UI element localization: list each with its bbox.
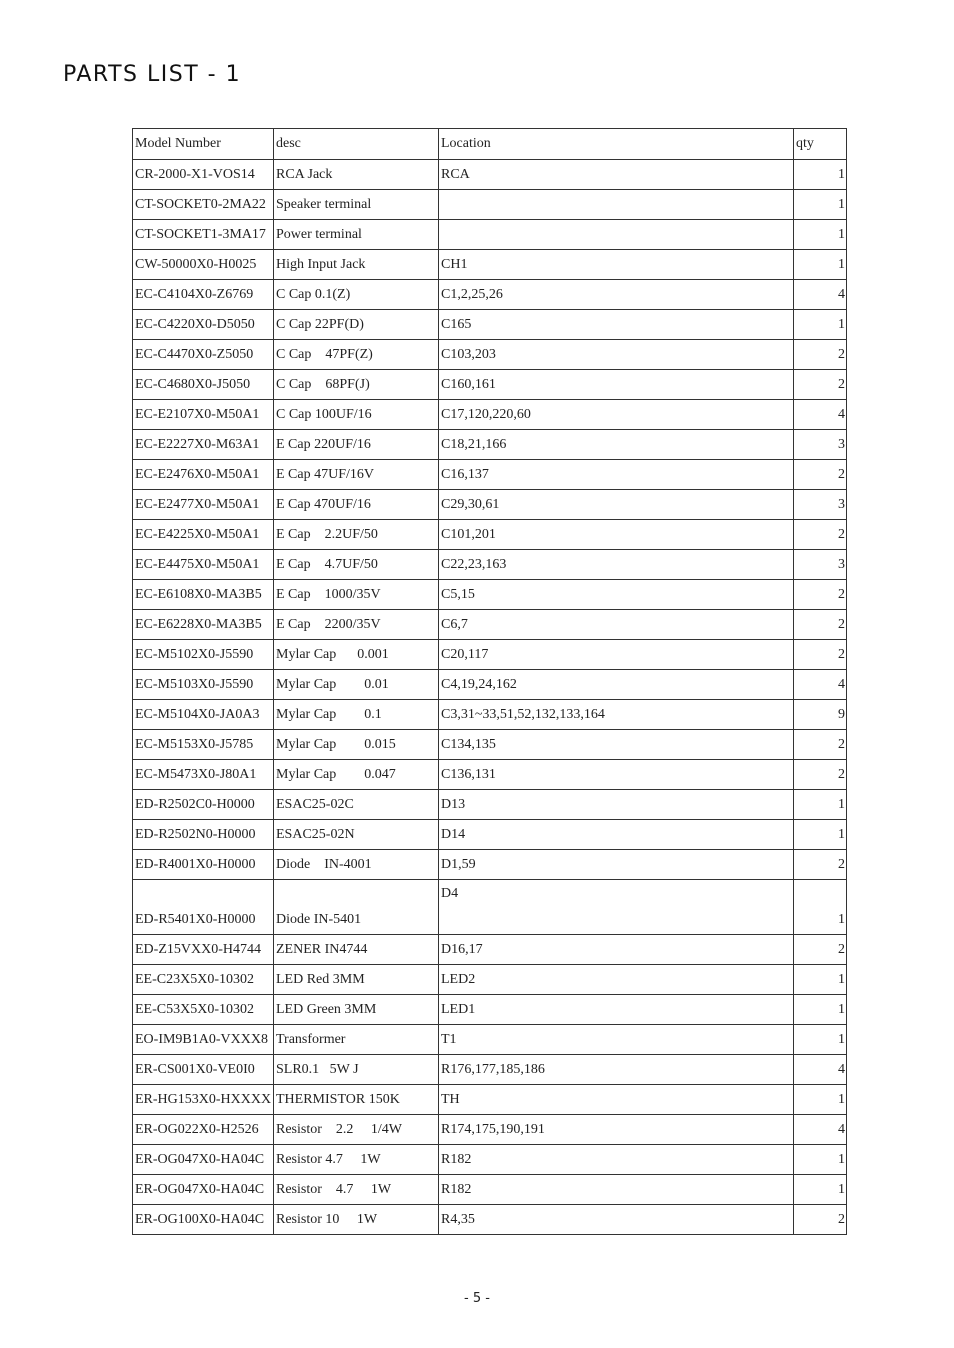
cell-location: R4,35 (439, 1205, 794, 1235)
cell-location: R174,175,190,191 (439, 1115, 794, 1145)
table-row (133, 1175, 847, 1205)
cell-desc: LED Green 3MM (274, 995, 439, 1025)
table-row (133, 730, 847, 760)
table-row (133, 850, 847, 880)
cell-qty: 1 (794, 190, 847, 220)
cell-qty: 1 (794, 1025, 847, 1055)
cell-desc: RCA Jack (274, 160, 439, 190)
cell-model: ER-OG022X0-H2526 (133, 1115, 274, 1145)
cell-location: C103,203 (439, 340, 794, 370)
table-row (133, 880, 847, 935)
cell-desc: E Cap 4.7UF/50 (274, 550, 439, 580)
cell-qty: 1 (794, 790, 847, 820)
cell-qty: 4 (794, 280, 847, 310)
cell-desc: Power terminal (274, 220, 439, 250)
cell-location: C29,30,61 (439, 490, 794, 520)
cell-location: C134,135 (439, 730, 794, 760)
cell-desc: Resistor 2.2 1/4W (274, 1115, 439, 1145)
cell-desc: ZENER IN4744 (274, 935, 439, 965)
cell-model: EC-M5103X0-J5590 (133, 670, 274, 700)
cell-location: C6,7 (439, 610, 794, 640)
cell-model: ER-OG047X0-HA04C (133, 1175, 274, 1205)
table-row (133, 580, 847, 610)
cell-qty: 2 (794, 340, 847, 370)
cell-location: D1,59 (439, 850, 794, 880)
table-row (133, 965, 847, 995)
cell-qty: 1 (794, 160, 847, 190)
cell-model: EC-E2477X0-M50A1 (133, 490, 274, 520)
cell-qty: 9 (794, 700, 847, 730)
table-row (133, 670, 847, 700)
cell-desc: Speaker terminal (274, 190, 439, 220)
cell-desc: Mylar Cap 0.001 (274, 640, 439, 670)
cell-model: EC-E4475X0-M50A1 (133, 550, 274, 580)
cell-desc: C Cap 47PF(Z) (274, 340, 439, 370)
cell-desc: LED Red 3MM (274, 965, 439, 995)
cell-qty: 2 (794, 520, 847, 550)
cell-qty: 4 (794, 670, 847, 700)
table-row (133, 430, 847, 460)
cell-desc: C Cap 68PF(J) (274, 370, 439, 400)
cell-location (439, 220, 794, 250)
table-row (133, 490, 847, 520)
cell-model: ED-R2502N0-H0000 (133, 820, 274, 850)
cell-qty: 4 (794, 1055, 847, 1085)
parts-table (132, 128, 847, 1235)
cell-model: EE-C23X5X0-10302 (133, 965, 274, 995)
cell-location: T1 (439, 1025, 794, 1055)
cell-qty: 2 (794, 640, 847, 670)
table-header-row (133, 129, 847, 160)
cell-model: CW-50000X0-H0025 (133, 250, 274, 280)
cell-location: C1,2,25,26 (439, 280, 794, 310)
cell-model: EC-E6228X0-MA3B5 (133, 610, 274, 640)
table-row (133, 220, 847, 250)
table-row (133, 250, 847, 280)
cell-model: EC-C4104X0-Z6769 (133, 280, 274, 310)
cell-qty: 1 (794, 1085, 847, 1115)
table-row (133, 1085, 847, 1115)
cell-location (439, 190, 794, 220)
cell-location: D14 (439, 820, 794, 850)
cell-desc: Diode IN-4001 (274, 850, 439, 880)
cell-model: ER-OG100X0-HA04C (133, 1205, 274, 1235)
cell-qty: 1 (794, 310, 847, 340)
cell-location: D4 (439, 880, 794, 935)
cell-model: ER-OG047X0-HA04C (133, 1145, 274, 1175)
cell-model: ED-Z15VXX0-H4744 (133, 935, 274, 965)
cell-model: EC-C4470X0-Z5050 (133, 340, 274, 370)
cell-location: TH (439, 1085, 794, 1115)
cell-qty: 2 (794, 730, 847, 760)
table-row (133, 1115, 847, 1145)
table-row (133, 1205, 847, 1235)
cell-location: R182 (439, 1175, 794, 1205)
cell-model: EC-E2476X0-M50A1 (133, 460, 274, 490)
table-row (133, 640, 847, 670)
cell-desc: E Cap 220UF/16 (274, 430, 439, 460)
table-row (133, 550, 847, 580)
cell-desc: THERMISTOR 150K (274, 1085, 439, 1115)
cell-location: RCA (439, 160, 794, 190)
table-row (133, 370, 847, 400)
cell-desc: E Cap 470UF/16 (274, 490, 439, 520)
cell-desc: Transformer (274, 1025, 439, 1055)
cell-model: EC-E2107X0-M50A1 (133, 400, 274, 430)
table-row (133, 700, 847, 730)
cell-qty: 1 (794, 995, 847, 1025)
cell-qty: 1 (794, 820, 847, 850)
column-header-location: Location (439, 129, 794, 160)
cell-model: EC-M5104X0-JA0A3 (133, 700, 274, 730)
cell-model: ER-CS001X0-VE0I0 (133, 1055, 274, 1085)
cell-qty: 1 (794, 250, 847, 280)
column-header-qty: qty (794, 129, 847, 160)
cell-qty: 1 (794, 1175, 847, 1205)
cell-model: EC-E2227X0-M63A1 (133, 430, 274, 460)
table-row (133, 1145, 847, 1175)
cell-location: LED1 (439, 995, 794, 1025)
table-row (133, 760, 847, 790)
cell-desc: Mylar Cap 0.047 (274, 760, 439, 790)
cell-model: ER-HG153X0-HXXXX (133, 1085, 274, 1115)
table-row (133, 790, 847, 820)
cell-location: C4,19,24,162 (439, 670, 794, 700)
cell-qty: 1 (794, 220, 847, 250)
cell-model: EE-C53X5X0-10302 (133, 995, 274, 1025)
cell-location: D13 (439, 790, 794, 820)
cell-desc: Resistor 4.7 1W (274, 1175, 439, 1205)
page-title: PARTS LIST - 1 (63, 62, 242, 87)
cell-desc: C Cap 0.1(Z) (274, 280, 439, 310)
cell-desc: Resistor 10 1W (274, 1205, 439, 1235)
cell-model: CT-SOCKET1-3MA17 (133, 220, 274, 250)
cell-model: CT-SOCKET0-2MA22 (133, 190, 274, 220)
table-row (133, 460, 847, 490)
cell-model: EC-M5102X0-J5590 (133, 640, 274, 670)
cell-model: CR-2000-X1-VOS14 (133, 160, 274, 190)
cell-location: C165 (439, 310, 794, 340)
cell-desc: Mylar Cap 0.015 (274, 730, 439, 760)
cell-desc: High Input Jack (274, 250, 439, 280)
cell-desc: Diode IN-5401 (274, 880, 439, 935)
cell-qty: 2 (794, 610, 847, 640)
cell-desc: Mylar Cap 0.01 (274, 670, 439, 700)
cell-location: LED2 (439, 965, 794, 995)
table-row (133, 280, 847, 310)
cell-desc: C Cap 22PF(D) (274, 310, 439, 340)
cell-qty: 2 (794, 850, 847, 880)
cell-qty: 4 (794, 400, 847, 430)
cell-qty: 3 (794, 490, 847, 520)
cell-location: C20,117 (439, 640, 794, 670)
cell-qty: 4 (794, 1115, 847, 1145)
cell-desc: Resistor 4.7 1W (274, 1145, 439, 1175)
cell-location: C160,161 (439, 370, 794, 400)
table-row (133, 310, 847, 340)
cell-desc: E Cap 1000/35V (274, 580, 439, 610)
cell-location: C18,21,166 (439, 430, 794, 460)
cell-model: EC-C4220X0-D5050 (133, 310, 274, 340)
cell-desc: Mylar Cap 0.1 (274, 700, 439, 730)
cell-location: D16,17 (439, 935, 794, 965)
table-row (133, 520, 847, 550)
cell-model: EC-C4680X0-J5050 (133, 370, 274, 400)
cell-desc: E Cap 47UF/16V (274, 460, 439, 490)
cell-desc: C Cap 100UF/16 (274, 400, 439, 430)
cell-qty: 3 (794, 430, 847, 460)
cell-location: C22,23,163 (439, 550, 794, 580)
table-row (133, 190, 847, 220)
cell-location: C16,137 (439, 460, 794, 490)
table-row (133, 1055, 847, 1085)
cell-qty: 3 (794, 550, 847, 580)
cell-qty: 2 (794, 460, 847, 490)
cell-qty: 2 (794, 580, 847, 610)
cell-qty: 1 (794, 965, 847, 995)
cell-model: ED-R2502C0-H0000 (133, 790, 274, 820)
cell-location: C136,131 (439, 760, 794, 790)
cell-model: ED-R5401X0-H0000 (133, 880, 274, 935)
page-number: - 5 - (464, 1291, 490, 1306)
table-row (133, 995, 847, 1025)
cell-qty: 2 (794, 935, 847, 965)
cell-location: R182 (439, 1145, 794, 1175)
cell-location: C3,31~33,51,52,132,133,164 (439, 700, 794, 730)
cell-desc: ESAC25-02N (274, 820, 439, 850)
cell-location: CH1 (439, 250, 794, 280)
cell-model: EC-E6108X0-MA3B5 (133, 580, 274, 610)
cell-model: EO-IM9B1A0-VXXX8 (133, 1025, 274, 1055)
cell-model: EC-M5473X0-J80A1 (133, 760, 274, 790)
table-row (133, 1025, 847, 1055)
column-header-desc: desc (274, 129, 439, 160)
cell-qty: 1 (794, 880, 847, 935)
cell-location: C101,201 (439, 520, 794, 550)
cell-model: EC-E4225X0-M50A1 (133, 520, 274, 550)
cell-qty: 2 (794, 370, 847, 400)
cell-desc: ESAC25-02C (274, 790, 439, 820)
table-row (133, 160, 847, 190)
table-row (133, 610, 847, 640)
cell-qty: 2 (794, 1205, 847, 1235)
cell-desc: SLR0.1 5W J (274, 1055, 439, 1085)
cell-qty: 1 (794, 1145, 847, 1175)
cell-model: EC-M5153X0-J5785 (133, 730, 274, 760)
cell-model: ED-R4001X0-H0000 (133, 850, 274, 880)
column-header-model: Model Number (133, 129, 274, 160)
table-row (133, 820, 847, 850)
cell-location: C5,15 (439, 580, 794, 610)
cell-location: C17,120,220,60 (439, 400, 794, 430)
cell-qty: 2 (794, 760, 847, 790)
cell-desc: E Cap 2200/35V (274, 610, 439, 640)
cell-desc: E Cap 2.2UF/50 (274, 520, 439, 550)
table-row (133, 400, 847, 430)
cell-location: R176,177,185,186 (439, 1055, 794, 1085)
table-row (133, 935, 847, 965)
table-row (133, 340, 847, 370)
